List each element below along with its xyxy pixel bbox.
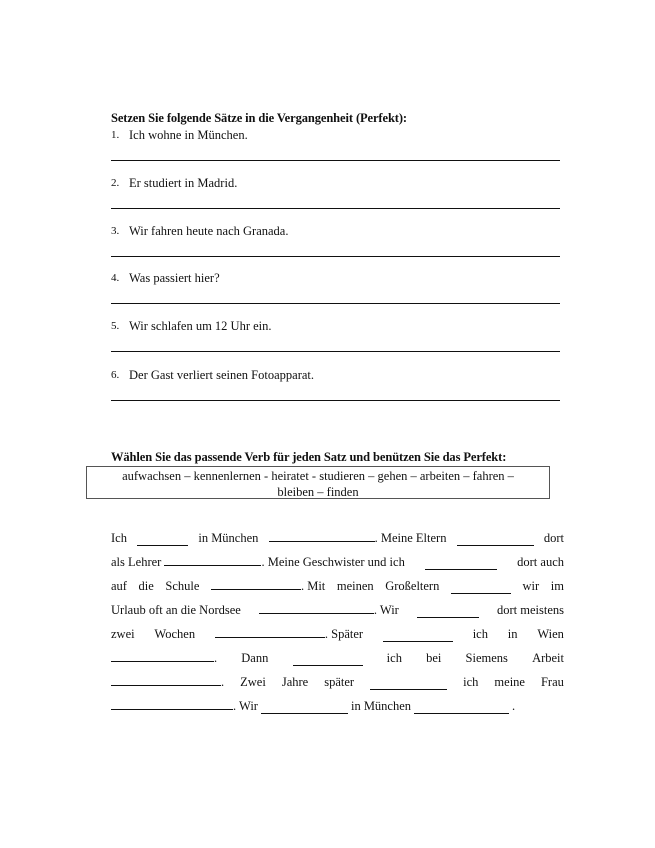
item-sentence: Ich wohne in München.	[129, 128, 248, 142]
fill-blank[interactable]	[269, 529, 375, 542]
fill-blank[interactable]	[261, 701, 348, 714]
fill-blank[interactable]	[164, 553, 261, 566]
cloze-text: dort auch	[517, 555, 564, 569]
cloze-text: in	[507, 627, 518, 641]
cloze-text: wir	[522, 579, 540, 593]
item-number: 5.	[111, 320, 120, 332]
cloze-text: . Später	[324, 627, 364, 641]
cloze-text: bei	[426, 651, 442, 665]
item-sentence: Was passiert hier?	[129, 271, 220, 285]
answer-line[interactable]	[111, 303, 560, 304]
cloze-text: Großeltern	[385, 579, 440, 593]
cloze-text: ich	[463, 675, 479, 689]
cloze-line	[111, 576, 564, 594]
fill-blank[interactable]	[111, 649, 214, 662]
fill-blank[interactable]	[111, 697, 233, 710]
fill-blank[interactable]	[383, 629, 453, 642]
cloze-text: . Meine Eltern	[374, 531, 447, 545]
fill-blank[interactable]	[417, 605, 479, 618]
item-sentence: Er studiert in Madrid.	[129, 176, 238, 190]
cloze-text: Wochen	[154, 627, 196, 641]
fill-blank[interactable]	[211, 577, 301, 590]
fill-blank[interactable]	[370, 677, 447, 690]
item-number: 1.	[111, 129, 120, 141]
answer-line[interactable]	[111, 400, 560, 401]
fill-blank[interactable]	[425, 557, 497, 570]
cloze-text: Frau	[540, 675, 564, 689]
cloze-text: meinen	[336, 579, 374, 593]
cloze-line	[111, 672, 564, 690]
fill-blank[interactable]	[451, 581, 511, 594]
answer-line[interactable]	[111, 351, 560, 352]
cloze-text: die	[138, 579, 154, 593]
item-number: 4.	[111, 272, 120, 284]
item-number: 6.	[111, 369, 120, 381]
cloze-text: zwei	[111, 627, 135, 641]
word-box	[86, 466, 550, 499]
cloze-text: im	[550, 579, 564, 593]
cloze-text: .	[214, 651, 218, 665]
word-box-line: bleiben – finden	[277, 485, 359, 499]
fill-blank[interactable]	[259, 601, 374, 614]
answer-line[interactable]	[111, 208, 560, 209]
cloze-text: auf	[111, 579, 127, 593]
cloze-line	[111, 696, 564, 714]
cloze-line	[111, 552, 564, 570]
word-box-line: aufwachsen – kennenlernen - heiratet - studieren – gehen – arbeiten – fahren –	[122, 469, 514, 483]
cloze-line	[111, 600, 564, 618]
cloze-text: als Lehrer	[111, 555, 162, 569]
cloze-text: Ich	[111, 531, 127, 545]
cloze-text: später	[324, 675, 355, 689]
cloze-text: . Wir	[233, 699, 258, 713]
cloze-text: .	[221, 675, 225, 689]
cloze-line	[111, 528, 564, 546]
item-sentence: Der Gast verliert seinen Fotoapparat.	[129, 368, 315, 382]
fill-blank[interactable]	[414, 701, 509, 714]
fill-blank[interactable]	[137, 533, 188, 546]
answer-line[interactable]	[111, 160, 560, 161]
answer-line[interactable]	[111, 256, 560, 257]
cloze-text: Arbeit	[532, 651, 564, 665]
cloze-text: ich	[386, 651, 402, 665]
item-sentence: Wir fahren heute nach Granada.	[129, 224, 289, 238]
cloze-text: ich	[472, 627, 488, 641]
exercise2-heading: Wählen Sie das passende Verb für jeden Satz und benützen Sie das Perfekt:	[111, 450, 507, 464]
item-sentence: Wir schlafen um 12 Uhr ein.	[129, 319, 272, 333]
cloze-text: Jahre	[281, 675, 309, 689]
cloze-text: . Meine Geschwister und ich	[261, 555, 405, 569]
cloze-text: Dann	[241, 651, 269, 665]
cloze-text: Zwei	[240, 675, 266, 689]
cloze-text: Wien	[537, 627, 564, 641]
item-number: 3.	[111, 225, 120, 237]
cloze-text: Urlaub oft an die Nordsee	[111, 603, 241, 617]
cloze-text: . Wir	[373, 603, 399, 617]
item-number: 2.	[111, 177, 120, 189]
cloze-text: in München	[198, 531, 259, 545]
fill-blank[interactable]	[293, 653, 363, 666]
cloze-line	[111, 648, 564, 666]
fill-blank[interactable]	[111, 673, 221, 686]
cloze-text: dort	[543, 531, 564, 545]
cloze-text: Schule	[165, 579, 200, 593]
cloze-line	[111, 624, 564, 642]
cloze-text: meine	[494, 675, 525, 689]
exercise1-heading: Setzen Sie folgende Sätze in die Vergangenheit (Perfekt):	[111, 111, 407, 125]
cloze-text: Siemens	[465, 651, 508, 665]
fill-blank[interactable]	[457, 533, 534, 546]
cloze-text: dort meistens	[496, 603, 564, 617]
cloze-text: . Mit	[300, 579, 326, 593]
cloze-text: .	[512, 699, 516, 713]
fill-blank[interactable]	[215, 625, 325, 638]
cloze-text: in München	[350, 699, 412, 713]
